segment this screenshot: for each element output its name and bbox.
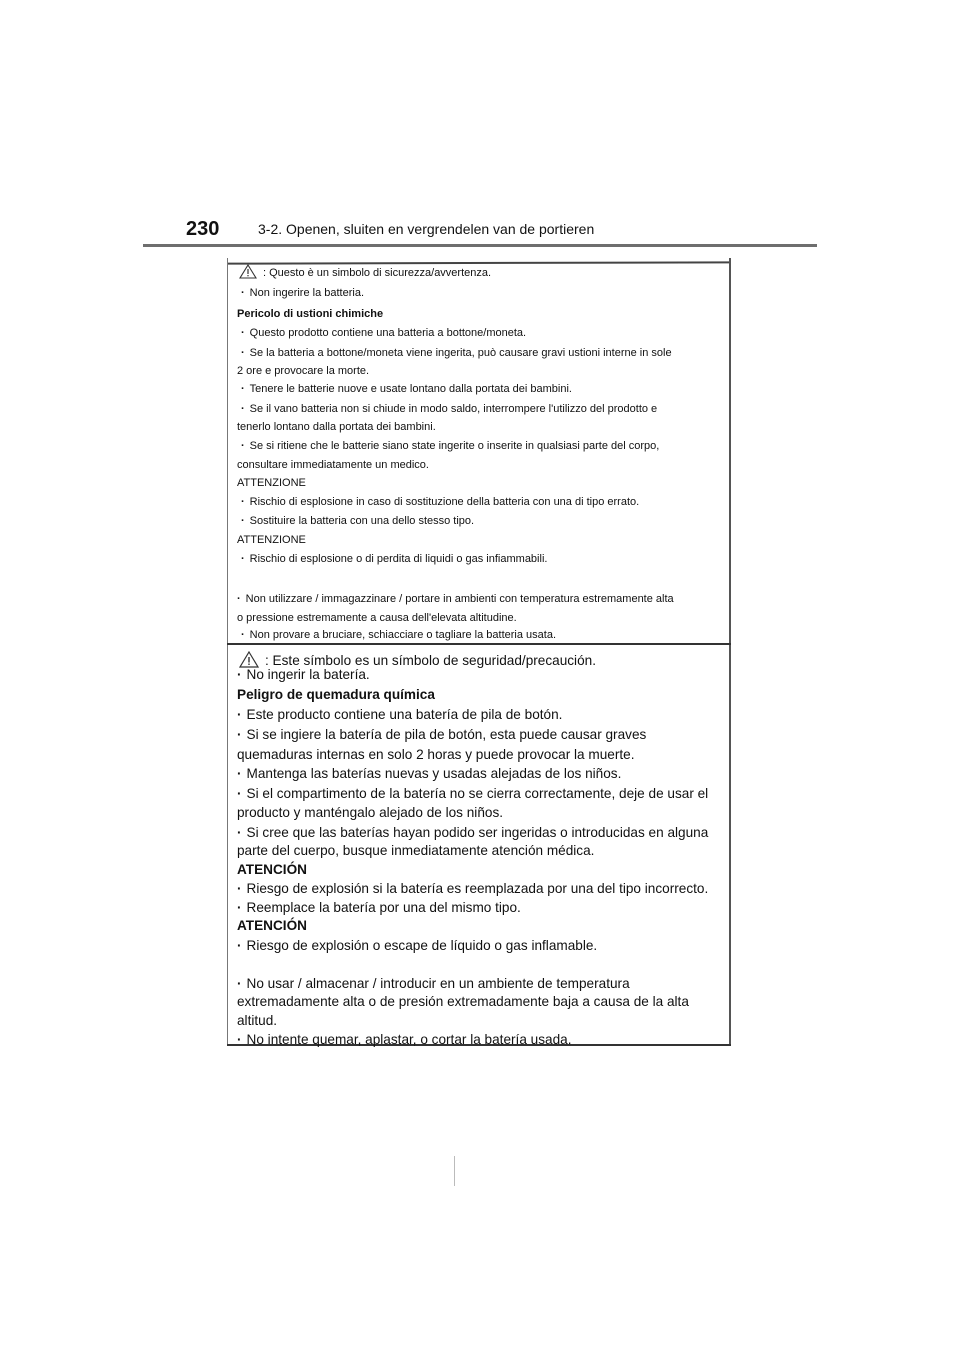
header-rule — [143, 244, 817, 247]
spanish-line-5: quemaduras internas en solo 2 horas y puede provocar la muerte. — [237, 747, 635, 762]
italian-line-12: · Rischio di esplosione in caso di sostituzione della batteria con una di tipo errato. — [241, 496, 639, 508]
spanish-line-7: · Si el compartimento de la batería no se cierra correctamente, deje de usar el — [237, 786, 708, 801]
spanish-line-16: · No usar / almacenar / introducir en un ambiente de temperatura — [237, 976, 630, 991]
spanish-line-12: · Riesgo de explosión si la batería es reemplazada por una del tipo incorrecto. — [237, 881, 708, 896]
spanish-line-11: ATENCIÓN — [237, 862, 307, 877]
italian-symbol-text: : Questo è un simbolo di sicurezza/avvertenza. — [263, 267, 492, 279]
italian-line-16: · Non utilizzare / immagazzinare / portare in ambienti con temperatura estremamente alta — [237, 593, 674, 605]
spanish-symbol-text: : Este símbolo es un símbolo de seguridad/precaución. — [265, 653, 596, 668]
italian-symbol-line — [239, 264, 491, 282]
spanish-line-18: altitud. — [237, 1013, 278, 1028]
italian-line-14: ATTENZIONE — [237, 534, 306, 546]
spanish-line-19: · No intente quemar, aplastar, o cortar la batería usada. — [237, 1032, 571, 1047]
italian-line-9: · Se si ritiene che le batterie siano state ingerite o inserite in qualsiasi parte del corpo, — [241, 440, 659, 452]
spanish-line-8: producto y manténgalo alejado de los niños. — [237, 805, 504, 820]
spanish-line-13: · Reemplace la batería por una del mismo tipo. — [237, 900, 521, 915]
italian-line-18: · Non provare a bruciare, schiacciare o tagliare la batteria usata. — [241, 629, 556, 641]
spanish-line-4: · Si se ingiere la batería de pila de botón, esta puede causar graves — [237, 727, 646, 742]
italian-line-10: consultare immediatamente un medico. — [237, 459, 429, 471]
spanish-line-17: extremadamente alta o de presión extremadamente baja a causa de la alta — [237, 994, 689, 1009]
spanish-line-9: · Si cree que las baterías hayan podido ser ingeridas o introducidas en alguna — [237, 825, 708, 840]
italian-line-15: · Rischio di esplosione o di perdita di liquidi o gas infiammabili. — [241, 553, 547, 565]
spanish-line-1: · No ingerir la batería. — [237, 667, 370, 682]
italian-line-3: · Questo prodotto contiene una batteria a bottone/moneta. — [241, 327, 526, 339]
spanish-line-14: ATENCIÓN — [237, 918, 307, 933]
warning-triangle-icon — [239, 264, 257, 282]
italian-line-8: tenerlo lontano dalla portata dei bambini. — [237, 421, 436, 433]
battery-warning-notice — [227, 258, 731, 1046]
italian-line-17: o pressione estremamente a causa dell'elevata altitudine. — [237, 612, 517, 624]
italian-line-1: · Non ingerire la batteria. — [241, 287, 364, 299]
spanish-line-6: · Mantenga las baterías nuevas y usadas alejadas de los niños. — [237, 766, 621, 781]
section-title: 3-2. Openen, sluiten en vergrendelen van de portieren — [258, 221, 595, 237]
italian-line-11: ATTENZIONE — [237, 477, 306, 489]
italian-line-7: · Se il vano batteria non si chiude in modo saldo, interrompere l'utilizzo del prodotto e — [241, 403, 657, 415]
spanish-line-3: · Este producto contiene una batería de pila de botón. — [237, 707, 562, 722]
italian-line-2: Pericolo di ustioni chimiche — [237, 308, 384, 320]
italian-line-13: · Sostituire la batteria con una dello stesso tipo. — [241, 515, 474, 527]
page-number: 230 — [186, 218, 220, 240]
box-left-border — [227, 258, 228, 1046]
italian-line-6: · Tenere le batterie nuove e usate lontano dalla portata dei bambini. — [241, 383, 572, 395]
box-right-border — [729, 258, 731, 1046]
spanish-line-2: Peligro de quemadura química — [237, 687, 435, 702]
italian-line-5: 2 ore e provocare la morte. — [237, 365, 370, 377]
italian-line-4: · Se la batteria a bottone/moneta viene ingerita, può causare gravi ustioni interne in sole — [241, 347, 672, 359]
spanish-line-10: parte del cuerpo, busque inmediatamente atención médica. — [237, 843, 595, 858]
section-divider — [227, 643, 731, 645]
spanish-line-15: · Riesgo de explosión o escape de líquido o gas inflamable. — [237, 938, 597, 953]
scan-mark — [454, 1156, 455, 1186]
